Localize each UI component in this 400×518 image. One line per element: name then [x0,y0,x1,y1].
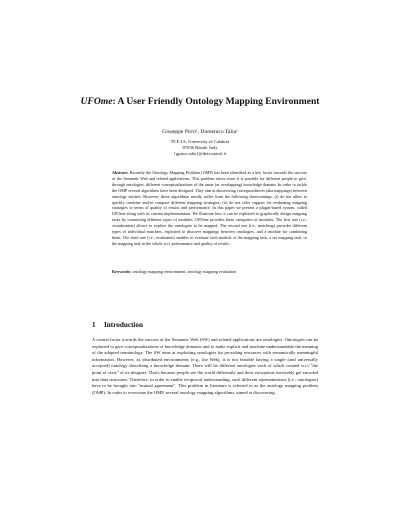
title-text: : A User Friendly Ontology Mapping Environment [112,96,320,107]
section-title: Introduction [104,321,144,329]
keywords-label: Keywords [112,269,131,274]
title-system-name: UFOme [80,96,113,107]
section-heading [92,321,322,330]
abstract-label: Abstract. [112,170,129,175]
email-line: {gpirro,talia}@deis.unical.it [173,150,227,156]
affiliation [60,139,340,156]
section-number: 1 [92,321,96,329]
affiliation-line: 87036 Rende, Italy [182,144,218,150]
abstract-text: Recently the Ontology Mapping Problem (OMP) has been identified as a key factor towards the success of the Semantic Web and related applications. This problem arises since it is possible for different people to give, through ontologies, different conceptualizations of the same (or overlapping) knowledge domain. In order to tackle the OMP several algorithms have been designed. They aim at discovering correspondences (aka mappings) between ontology entities. However, these algorithms mostly suffer from the following shortcomings: (i) do not allow to quickly combine and/or compare different mapping strategies; (ii) do not offer support for evaluating mapping strategies in terms of quality of results and performance. In this paper we present a plugin-based system, called UFOme along with its current implementation. We illustrate how it can be exploited to graphically design mapping tasks by connecting different types of modules. UFOme provides three categories of modules. The first one (i.e., visualization) allows to explore the ontologies to be mapped. The second one (i.e., matching) provides different types of individual matchers, exploited to discover mappings between ontologies, and a module for combining them. The third one (i.e., evaluation) enables to evaluate each module of the mapping task, a set mapping task, or the mapping task in the whole w.r.t performance and quality of results. [112,170,307,246]
keywords-text: : ontology mapping environment, ontology mapping evaluation [130,269,237,274]
keywords [112,269,307,275]
affiliation-line: ¹D.E.I.S, University of Calabria [170,139,230,144]
paper-title [60,96,340,108]
authors: Giuseppe Pirrò¹, Domenico Talia¹ [162,129,238,135]
intro-paragraph: A central factor towards the success of the Semantic Web (SW) and related applications are ontologies. Ontologies can be exploited to give conceptualizations of knowledge domains and to make explicit and machine understandable the meaning of the adopted terminology. The SW aims at exploiting ontologies for providing resources with semantically meaningful information. However, as distributed environments (e.g., the Web), it is not feasible having a single (and universally accepted) ontology describing a knowledge domain. There will be different ontologies each of which created w.r.t "the point of view" of its designer. That's because people see the world differently and their viewpoints inevitably get encoded into data structures. Therefore, in order to enable reciprocal understanding, such different representations (i.e., ontologies) have to be brought into "mutual agreement". This problem in literature is referred to as the ontology mapping problem (OMP). In order to overcome the OMP, several ontology mapping algorithms, aimed at discovering [92,337,318,395]
abstract [112,170,307,247]
